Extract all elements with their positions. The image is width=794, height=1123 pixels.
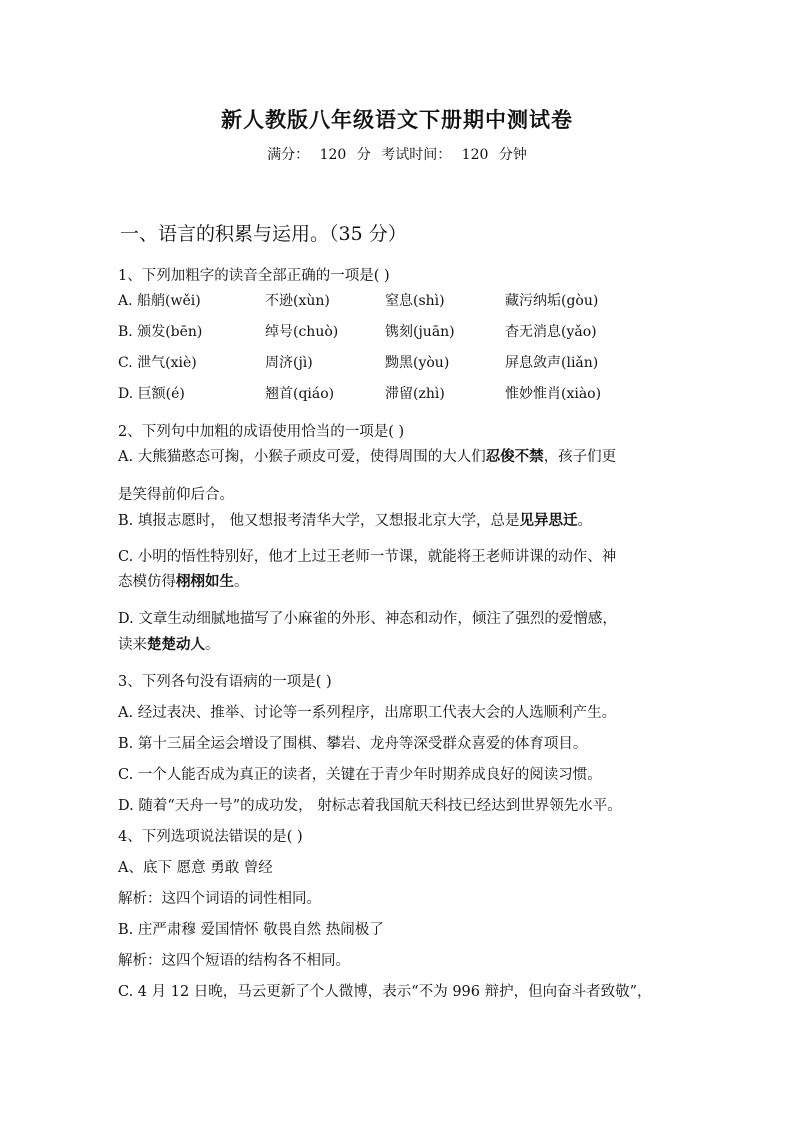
q1-a-item1: A. 船艄(wěi) <box>118 293 201 309</box>
q1-a-item2: 不逊(xùn) <box>265 293 330 309</box>
question-2-stem: 2、下列句中加粗的成语使用恰当的一项是( ) <box>118 424 405 440</box>
q4-option-a-note: 解析：这四个词语的词性相同。 <box>118 891 321 907</box>
q3-option-d: D. 随着“天舟一号”的成功发， 射标志着我国航天科技已经达到世界领先水平。 <box>118 798 622 814</box>
q1-d-item4: 惟妙惟肖(xiào) <box>505 386 602 402</box>
q2-option-d-line2: 读来楚楚动人。 <box>118 636 220 653</box>
q2-option-c-line1: C. 小明的悟性特别好，他才上过王老师一节课，就能将王老师讲课的动作、神 <box>118 549 617 565</box>
q2-b-idiom: 见异思迁 <box>519 512 578 529</box>
q1-c-item3: 黝黑(yòu) <box>385 355 450 371</box>
q1-b-item4: 杳无消息(yǎo) <box>505 324 597 340</box>
q4-option-a: A、底下 愿意 勇敢 曾经 <box>118 860 273 876</box>
q1-d-item1: D. 巨额(é) <box>118 386 185 402</box>
question-3-stem: 3、下列各句没有语病的一项是( ) <box>118 674 332 690</box>
q2-option-b: B. 填报志愿时， 他又想报考清华大学，又想报北京大学，总是见异思迁。 <box>118 512 592 529</box>
q4-option-c: C. 4 月 12 日晚，马云更新了个人微博，表示“不为 996 辩护，但向奋斗者致敬”， <box>118 984 652 1000</box>
question-1-stem: 1、下列加粗字的读音全部正确的一项是( ) <box>118 268 390 284</box>
q1-c-item2: 周济(jì) <box>265 355 313 371</box>
question-4-stem: 4、下列选项说法错误的是( ) <box>118 829 303 845</box>
q2-option-a-line2: 是笑得前仰后合。 <box>118 487 234 503</box>
q3-option-a: A. 经过表决、推举、讨论等一系列程序，出席职工代表大会的人选顺利产生。 <box>118 705 617 721</box>
q3-option-c: C. 一个人能否成为真正的读者，关键在于青少年时期养成良好的阅读习惯。 <box>118 767 602 783</box>
q1-a-item4: 藏污纳垢(gòu) <box>505 293 599 309</box>
q2-c-idiom: 栩栩如生 <box>176 573 234 590</box>
q1-d-item2: 翘首(qiáo) <box>265 386 335 402</box>
q1-d-item3: 滞留(zhì) <box>385 386 445 402</box>
page-title: 新人教版八年级语文下册期中测试卷 <box>221 107 573 132</box>
q1-c-item4: 屏息敛声(liǎn) <box>505 355 599 371</box>
q2-a-idiom: 忍俊不禁 <box>485 448 544 465</box>
q1-b-item2: 绰号(chuò) <box>265 324 339 340</box>
section-heading: 一、语言的积累与运用。（35 分） <box>120 223 407 245</box>
page-subtitle: 满分： 120 分 考试时间： 120 分钟 <box>267 147 527 163</box>
q2-d-idiom: 楚楚动人 <box>147 636 205 653</box>
q1-b-item3: 镌刻(juān) <box>385 324 455 340</box>
q1-a-item3: 窒息(shì) <box>385 293 445 309</box>
q1-b-item1: B. 颁发(bēn) <box>118 324 203 340</box>
q2-option-d-line1: D. 文章生动细腻地描写了小麻雀的外形、神态和动作，倾注了强烈的爱憎感， <box>118 611 617 627</box>
q4-option-b: B. 庄严肃穆 爱国情怀 敬畏自然 热闹极了 <box>118 922 384 938</box>
q1-c-item1: C. 泄气(xiè) <box>118 355 197 371</box>
q3-option-b: B. 第十三届全运会增设了围棋、攀岩、龙舟等深受群众喜爱的体育项目。 <box>118 736 588 752</box>
q4-option-b-note: 解析：这四个短语的结构各不相同。 <box>118 953 350 969</box>
q2-option-c-line2: 态模仿得栩栩如生。 <box>118 573 249 590</box>
q2-option-a-line1: A. 大熊猫憨态可掬，小猴子顽皮可爱，使得周围的大人们忍俊不禁，孩子们更 <box>118 448 617 465</box>
